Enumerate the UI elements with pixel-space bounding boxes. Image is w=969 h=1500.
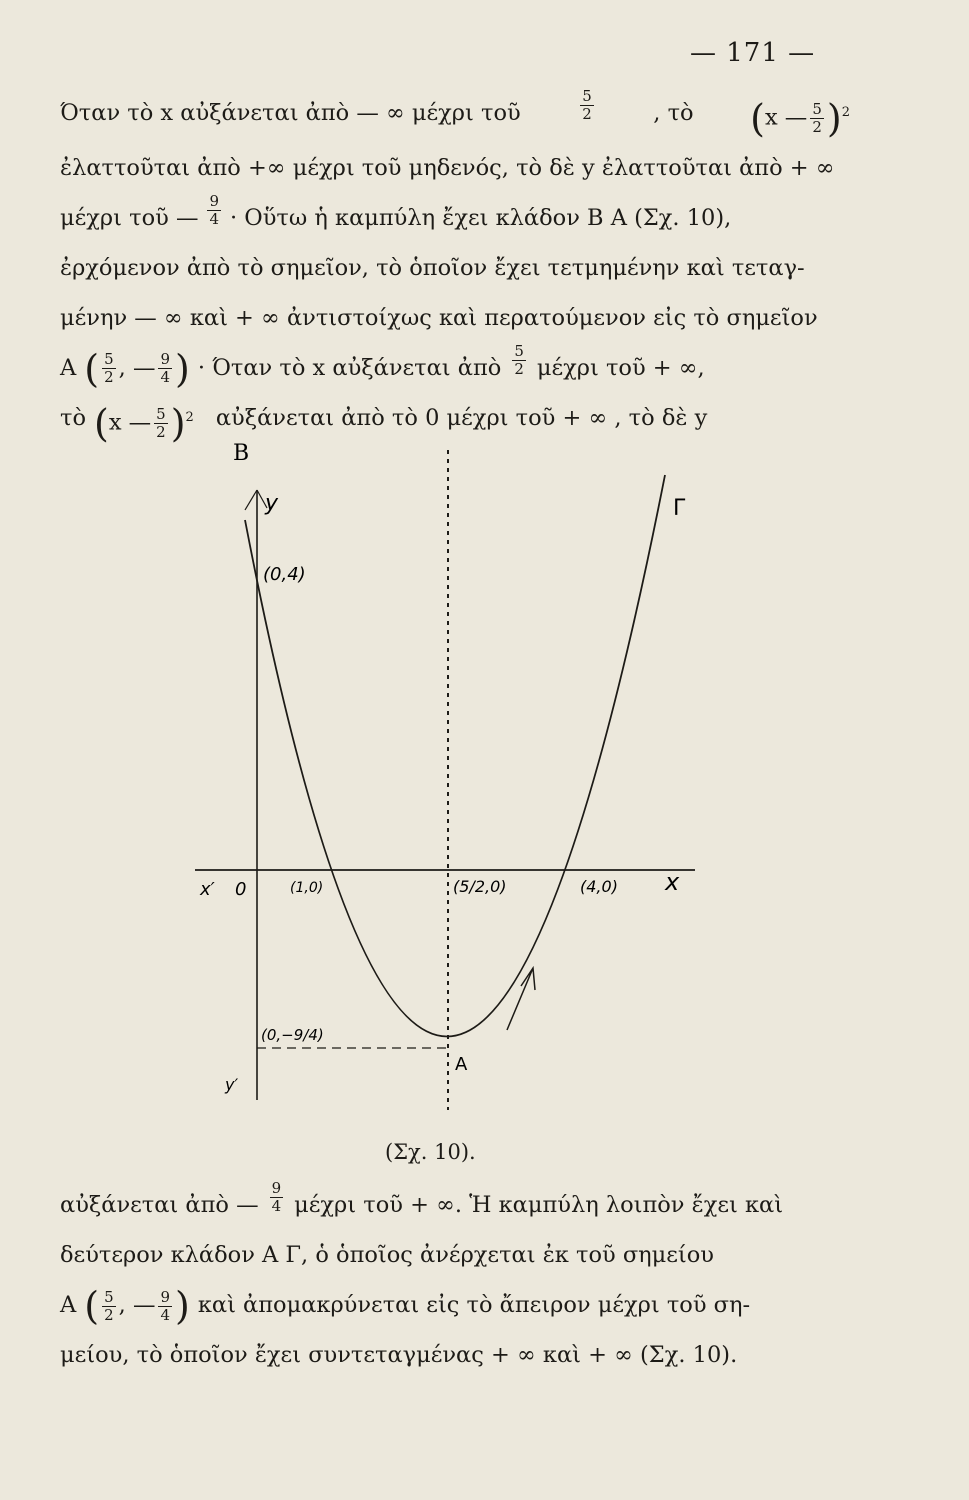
label-y-prime: y′ (225, 1075, 239, 1094)
text-line: ἐλαττοῦται ἀπὸ +∞ μέχρι τοῦ μηδενός, τὸ δὲ y ἐλαττοῦται ἀπὸ + ∞ (60, 154, 835, 181)
fraction: $\frac{9}{4}$ (209, 191, 219, 228)
expression: (x — $\frac{5}{2}$ )$^2$ (94, 401, 194, 445)
parabola-figure (195, 430, 715, 1110)
text-line: μείου, τὸ ὁποῖον ἔχει συντεταγμένας + ∞ καὶ + ∞ (Σχ. 10). (60, 1342, 738, 1368)
text-line: τὸ (x — $\frac{5}{2}$ )$^2$ αὐξάνεται ἀπὸ τὸ 0 μέχρι τοῦ + ∞ , τὸ δὲ y (60, 393, 850, 448)
label-x-prime: x′ (200, 879, 215, 900)
text-line: μέχρι τοῦ — $\frac{9}{4}$ · Οὕτω ἡ καμπύλη ἔχει κλάδον B A (Σχ. 10), (60, 193, 850, 243)
text-line: δεύτερον κλάδον A Γ, ὁ ὁποῖος ἀνέρχεται ἐκ τοῦ σημείου (60, 1242, 714, 1268)
label-x: x (665, 868, 680, 896)
text-line (60, 88, 850, 143)
fraction: $\frac{5}{2}$ (582, 87, 592, 123)
page-number: — 171 — (690, 38, 816, 68)
point-0-4: (0,4) (263, 564, 306, 585)
parabola-curve (245, 475, 665, 1036)
point-A-coords: ( $\frac{5}{2}$ , — $\frac{9}{4}$ ) (84, 346, 190, 391)
point-A-coords: ( $\frac{5}{2}$ , — $\frac{9}{4}$ ) (84, 1284, 190, 1328)
label-A: A (455, 1054, 468, 1075)
expression: (x — $\frac{5}{2}$ )$^2$ (750, 96, 850, 141)
label-Gamma: Γ (673, 496, 686, 521)
text-line: μένην — ∞ καὶ + ∞ ἀντιστοίχως καὶ περατούμενον εἰς τὸ σημεῖον (60, 304, 818, 331)
y-axis-arrow-left (245, 490, 257, 510)
text-line: αὐξάνεται ἀπὸ — $\frac{9}{4}$ μέχρι τοῦ + ∞. Ἡ καμπύλη λοιπὸν ἔχει καὶ (60, 1179, 784, 1218)
figure-caption: (Σχ. 10). (385, 1140, 476, 1164)
text-line: A ( $\frac{5}{2}$ , — $\frac{9}{4}$ ) καὶ ἀπομακρύνεται εἰς τὸ ἄπειρον μέχρι τοῦ ση- (60, 1280, 850, 1330)
point-52-0: (5/2,0) (453, 877, 507, 896)
parabola-graph (195, 430, 715, 1110)
label-y: y (265, 491, 279, 516)
paragraph-bottom (60, 1180, 850, 1380)
label-B: B (233, 441, 250, 466)
text-line: ἐρχόμενον ἀπὸ τὸ σημεῖον, τὸ ὁποῖον ἔχει τετμημένην καὶ τεταγ- (60, 254, 805, 281)
point-1-0: (1,0) (290, 880, 324, 896)
text-segment: Όταν τὸ x αὐξάνεται ἀπὸ — ∞ μέχρι τοῦ (60, 100, 521, 126)
point-4-0: (4,0) (580, 877, 618, 896)
paragraph-top (60, 88, 850, 447)
point-0-m94: (0,−9/4) (261, 1026, 324, 1044)
text-segment: , τὸ (653, 100, 694, 126)
branch-arrow (507, 968, 535, 1030)
label-origin: 0 (235, 879, 247, 900)
text-line: A ( $\frac{5}{2}$ , — $\frac{9}{4}$ ) · Όταν τὸ x αὐξάνεται ἀπὸ $\frac{5}{2}$ μέχρι τοῦ + ∞, (60, 341, 705, 391)
